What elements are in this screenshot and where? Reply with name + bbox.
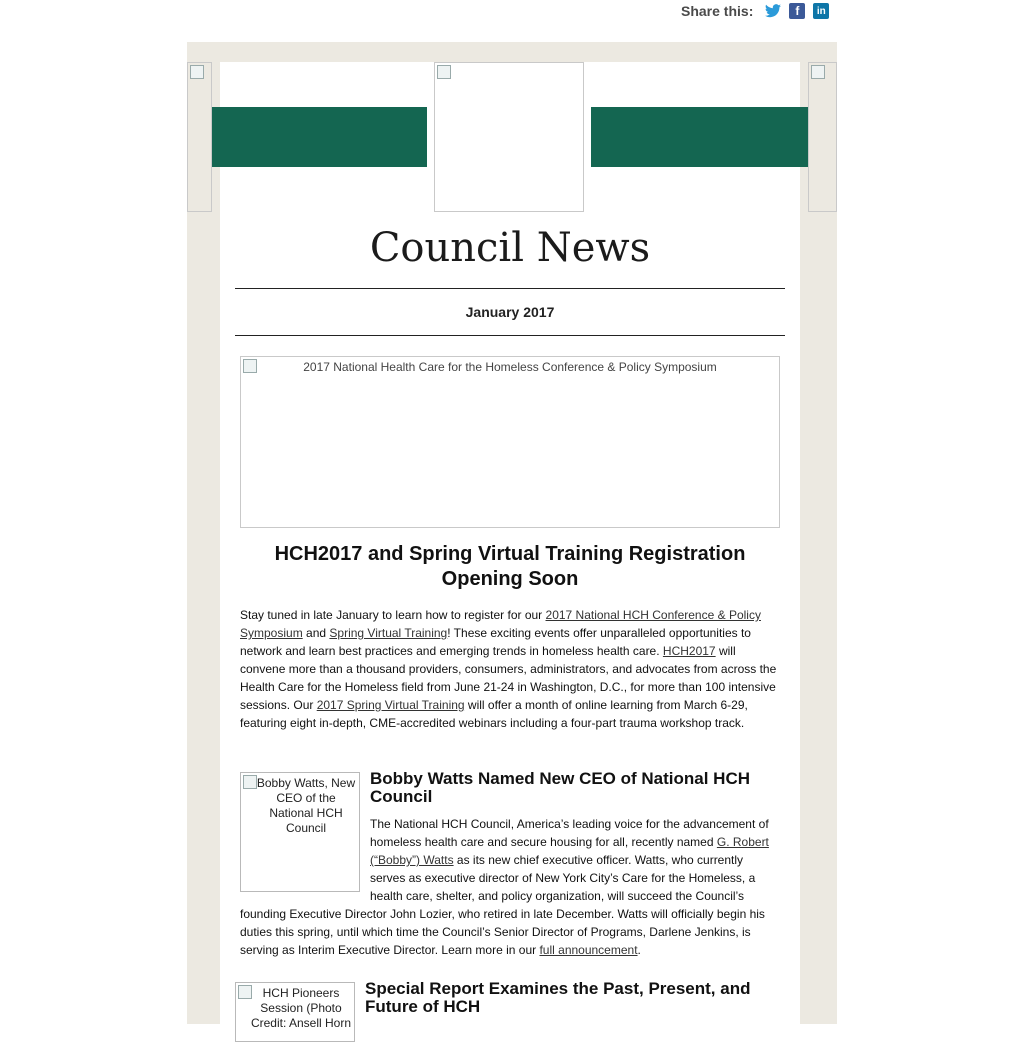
text: will offer a month of online learning from March 6-29, featuring eight in-depth, CME-accredited webinars including a four-part trauma workshop track. [240,698,748,730]
text: Stay tuned in late January to learn how to register for our [240,608,546,622]
hero-image-alt-text: 2017 National Health Care for the Homeless Conference & Policy Symposium [303,360,717,374]
left-decoration-image [187,62,212,212]
bobby-watts-link[interactable]: G. Robert (“Bobby”) Watts [370,835,769,867]
article-1-body [240,606,780,732]
photo-alt-text: Bobby Watts, New CEO of the National HCH Council [256,776,356,835]
full-announcement-link[interactable]: full announcement [539,943,638,957]
share-label: Share this: [681,3,754,19]
linkedin-icon[interactable]: in [813,3,829,19]
facebook-icon[interactable]: f [789,3,805,19]
hch2017-link[interactable]: HCH2017 [662,644,716,658]
text: ! These exciting events offer unparalleled opportunities to network and learn best practices and emerging trends in homeless health care. [240,626,751,658]
text: . [637,943,641,957]
header-green-bar-left [212,107,427,167]
article-3 [235,980,780,1046]
header-green-bar-right [591,107,808,167]
article-1-headline: HCH2017 and Spring Virtual Training Registration Opening Soon [274,543,746,590]
hero-banner-image[interactable] [240,356,780,528]
council-logo-image [434,62,584,212]
issue-date: January 2017 [465,304,555,320]
divider [235,288,785,289]
conference-link[interactable]: 2017 National HCH Conference & Policy Symposium [240,608,761,640]
spring-virtual-training-link[interactable]: 2017 Spring Virtual Training [316,698,465,712]
article-3-headline: Special Report Examines the Past, Present, and Future of HCH [365,979,751,1016]
right-decoration-image [808,62,837,212]
text: will convene more than a thousand providers, consumers, administrators, and advocates from across the Health Care for the Homeless field from June 21-24 in Washington, D.C., for more than 100 intensive sessions. Our [240,644,777,712]
hch-pioneers-photo [235,982,355,1042]
article-2 [240,770,780,959]
divider [235,335,785,336]
bobby-watts-photo [240,772,360,892]
text: The National HCH Council, America’s leading voice for the advancement of homeless health care and secure housing for all, recently named [370,817,769,849]
article-2-headline: Bobby Watts Named New CEO of National HCH Council [370,769,751,806]
twitter-icon[interactable] [765,3,781,19]
newsletter-title: Council News [369,225,651,271]
share-bar [681,3,837,19]
text: as its new chief executive officer. Watts, who currently serves as executive director of New York City’s Care for the Homeless, a health care, shelter, and policy organization, will succeed the Council’s founding Executive Director John Lozier, who retired in late December. Watts will officially begin his duties this spring, until which time the Council’s Senior Director of Programs, Darlene Jenkins, is serving as Interim Executive Director. Learn more in our [240,853,765,957]
photo-alt-text: HCH Pioneers Session (Photo Credit: Ansell Horn [250,986,352,1030]
spring-training-link[interactable]: Spring Virtual Training [329,626,448,640]
text: and [302,626,330,640]
